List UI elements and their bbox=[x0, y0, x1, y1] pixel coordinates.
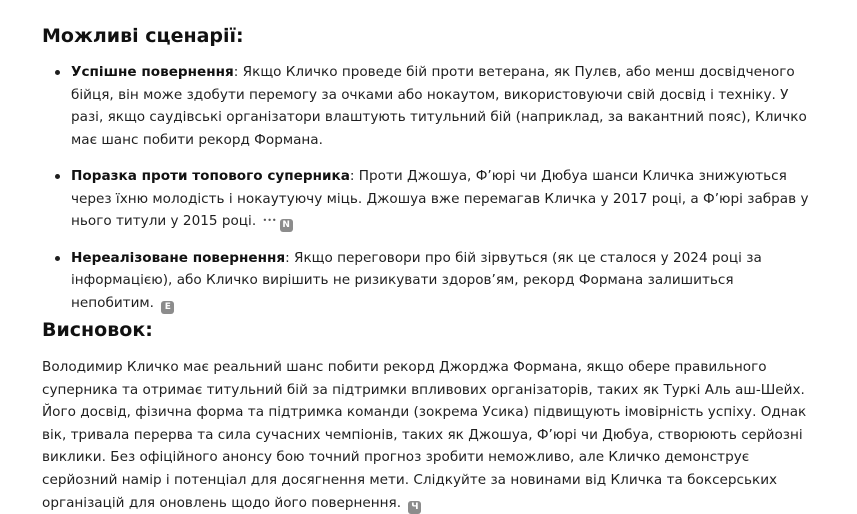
scenario-text: : Якщо переговори про бій зірвуться (як це сталося у 2024 році за інформацією), або Кличко вирішить не ризикувати здоров’ям, рекорд Формана залишиться непобитим. bbox=[71, 249, 762, 311]
conclusion-paragraph bbox=[42, 356, 822, 514]
scenario-text: : Проти Джошуа, Ф’юрі чи Дюбуа шанси Кличка знижуються через їхню молодість і нокаутуючу міць. Джошуа вже перемагав Кличка у 2017 році, а Ф’юрі забрав у нього титули у 2015 році. bbox=[71, 168, 809, 229]
list-item bbox=[42, 61, 817, 151]
scenarios-heading: Можливі сценарії: bbox=[42, 25, 244, 47]
conclusion-text: Володимир Кличко має реальний шанс побити рекорд Джорджа Формана, якщо обере правильного суперника та отримає титульний бій за підтримки впливових організаторів, таких як Туркі Аль аш-Шейх. Його досвід, фізична форма та підтримка команди (зокрема Усика) підвищують імовірність успіху. Однак вік, тривала перерва та сила сучасних чемпіонів, таких як Джошуа, Ф’юрі чи Дюбуа, створюють серйозні виклики. Без офіційного анонсу бою точний прогноз зробити неможливо, але Кличко демонструє серйозний намір і потенціал для досягнення мети. Слідкуйте за новинами від Кличка та боксерських організацій для оновлень щодо його повернення. bbox=[42, 359, 807, 511]
more-sources-icon[interactable]: ••• bbox=[262, 216, 277, 225]
scenario-text: : Якщо Кличко проведе бій проти ветерана, як Пулєв, або менш досвідченого бійця, він може здобути перемогу за очками або нокаутом, використовуючи свій досвід і техніку. У разі, якщо саудівські організатори влаштують титульний бій (наприклад, за вакантний пояс), Кличко має шанс побити рекорд Формана. bbox=[71, 64, 807, 148]
list-item bbox=[42, 165, 817, 233]
list-item bbox=[42, 247, 817, 315]
scenario-title: Нереалізоване повернення bbox=[71, 249, 286, 266]
source-citation-icon[interactable]: Ч bbox=[408, 501, 421, 514]
conclusion-heading: Висновок: bbox=[42, 319, 153, 341]
source-citation-icon[interactable]: N bbox=[280, 219, 293, 232]
scenarios-list bbox=[42, 61, 817, 328]
scenario-title: Поразка проти топового суперника bbox=[71, 168, 350, 184]
source-citation-icon[interactable]: E bbox=[161, 301, 174, 314]
scenario-title: Успішне повернення bbox=[71, 64, 234, 80]
